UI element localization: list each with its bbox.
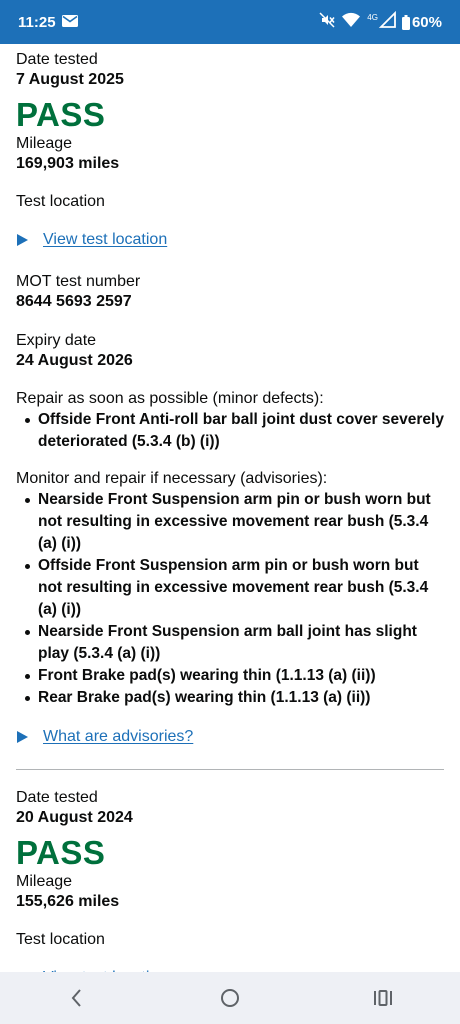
advisories-heading: Monitor and repair if necessary (advisories): [16,470,328,487]
mileage-value: 169,903 miles [16,155,120,172]
advisory-item: Front Brake pad(s) wearing thin (1.1.13 (a) (ii)) [38,665,444,687]
network-type: 4G [367,12,378,22]
advisory-item: Nearside Front Suspension arm pin or bush worn but not resulting in excessive movement rear bush (5.3.4 (a) (i)) [38,489,444,555]
disclosure-triangle-icon [17,234,28,246]
advisories-list [16,489,444,709]
mot-history [0,44,460,972]
recent-apps-button[interactable] [353,978,413,1018]
mileage-label: Mileage [16,135,73,152]
mileage-label: Mileage [16,873,73,890]
expiry-date-label: Expiry date [16,332,97,349]
minor-defects-heading: Repair as soon as possible (minor defects): [16,390,324,407]
clock: 11:25 [18,13,56,31]
advisory-item: Rear Brake pad(s) wearing thin (1.1.13 (a) (ii)) [38,687,444,709]
mileage-value: 155,626 miles [16,893,120,910]
mot-test-record [16,788,444,988]
test-result: PASS [16,834,106,871]
signal-icon [381,13,395,31]
mail-icon [62,14,78,31]
home-icon [220,988,240,1008]
defect-item: Offside Front Anti-roll bar ball joint dust cover severely deteriorated (5.3.4 (b) (i)) [38,409,444,453]
system-navigation-bar [0,972,460,1024]
battery-level: 60% [411,13,442,31]
date-tested-label: Date tested [16,51,98,68]
view-test-location-text[interactable]: View test location [43,231,168,248]
disclosure-triangle-icon [17,731,28,743]
date-tested-label: Date tested [16,789,98,806]
home-button[interactable] [200,978,260,1018]
mot-test-number-label: MOT test number [16,273,141,290]
date-tested-value: 7 August 2025 [16,71,124,88]
test-location-label: Test location [16,193,105,210]
advisory-item: Nearside Front Suspension arm ball joint has slight play (5.3.4 (a) (i)) [38,621,444,665]
mot-test-number-value: 8644 5693 2597 [16,293,132,310]
mute-icon [319,12,335,32]
status-bar [0,0,460,44]
date-tested-value: 20 August 2024 [16,809,133,826]
wifi-icon [342,13,360,31]
minor-defects-list [16,409,444,453]
battery-icon [402,14,442,31]
test-location-label: Test location [16,931,105,948]
back-icon [70,989,84,1007]
section-divider [16,769,444,770]
what-are-advisories-link[interactable] [16,727,444,747]
view-test-location-link[interactable] [16,230,444,250]
recent-apps-icon [373,989,393,1007]
expiry-date-value: 24 August 2026 [16,352,133,369]
test-result: PASS [16,96,106,133]
mot-test-record [16,50,444,747]
back-button[interactable] [47,978,107,1018]
what-are-advisories-text[interactable]: What are advisories? [43,728,194,745]
advisory-item: Offside Front Suspension arm pin or bush worn but not resulting in excessive movement rear bush (5.3.4 (a) (i)) [38,555,444,621]
